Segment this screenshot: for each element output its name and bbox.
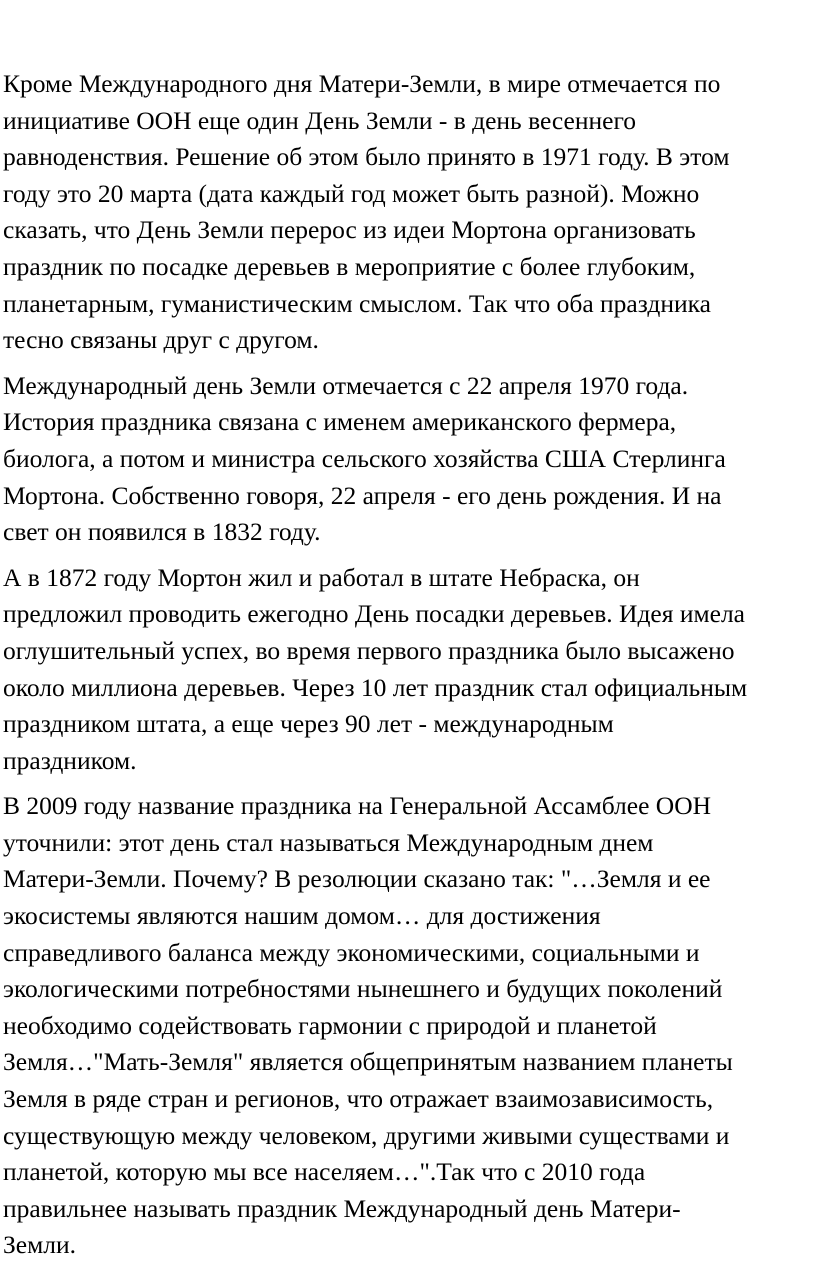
text-line: Земля…"Мать-Земля" является общепринятым названием планеты <box>3 1047 733 1077</box>
text-line: В 2009 году название праздника на Генеральной Ассамблее ООН <box>3 791 712 821</box>
text-line: экосистемы являются нашим домом… для достижения <box>3 901 601 931</box>
paragraph-3 <box>0 560 816 780</box>
paragraph-gap <box>0 779 816 788</box>
document-page <box>0 66 816 1264</box>
text-line: История праздника связана с именем американского фермера, <box>3 407 677 437</box>
paragraph-2 <box>0 368 816 551</box>
text-line: А в 1872 году Мортон жил и работал в штате Небраска, он <box>3 562 640 592</box>
paragraph-4 <box>0 788 816 1264</box>
text-line: существующую между человеком, другими живыми существами и <box>3 1120 730 1150</box>
text-line: около миллиона деревьев. Через 10 лет праздник стал официальным <box>3 672 748 702</box>
text-line: планетой, которую мы все населяем…".Так что с 2010 года <box>3 1157 646 1187</box>
text-line: тесно связаны друг с другом. <box>3 325 319 355</box>
text-line: предложил проводить ежегодно День посадки деревьев. Идея имела <box>3 599 745 629</box>
text-line: Земля в ряде стран и регионов, что отражает взаимозависимость, <box>3 1084 714 1114</box>
text-line: Земли. <box>3 1230 76 1260</box>
text-line: праздник по посадке деревьев в мероприятие с более глубоким, <box>3 251 696 281</box>
text-line: сказать, что День Земли перерос из идеи Мортона организовать <box>3 215 696 245</box>
text-line: Мортона. Собственно говоря, 22 апреля - его день рождения. И на <box>3 480 722 510</box>
text-line: биолога, а потом и министра сельского хозяйства США Стерлинга <box>3 443 726 473</box>
paragraph-gap <box>0 551 816 560</box>
text-line: оглушительный успех, во время первого праздника было высажено <box>3 635 735 665</box>
text-line: праздником. <box>3 745 137 775</box>
text-line: свет он появился в 1832 году. <box>3 517 321 547</box>
text-line: справедливого баланса между экономическими, социальными и <box>3 937 700 967</box>
text-line: году это 20 марта (дата каждый год может быть разной). Можно <box>3 178 700 208</box>
text-line: необходимо содействовать гармонии с природой и планетой <box>3 1010 657 1040</box>
text-line: уточнили: этот день стал называться Международным днем <box>3 827 654 857</box>
text-line: праздником штата, а еще через 90 лет - международным <box>3 709 614 739</box>
text-line: равноденствия. Решение об этом было принято в 1971 году. В этом <box>3 142 730 172</box>
text-line: планетарным, гуманистическим смыслом. Так что оба праздника <box>3 288 711 318</box>
text-line: Кроме Международного дня Матери-Земли, в мире отмечается по <box>3 69 721 98</box>
text-line: Международный день Земли отмечается с 22 апреля 1970 года. <box>3 370 689 400</box>
text-line: инициативе ООН еще один День Земли - в день весеннего <box>3 105 637 135</box>
paragraph-gap <box>0 359 816 368</box>
text-line: правильнее называть праздник Международный день Матери- <box>3 1193 681 1223</box>
text-line: экологическими потребностями нынешнего и будущих поколений <box>3 974 723 1004</box>
text-line: Матери-Земли. Почему? В резолюции сказано так: "…Земля и ее <box>3 864 711 894</box>
paragraph-1 <box>0 66 816 359</box>
